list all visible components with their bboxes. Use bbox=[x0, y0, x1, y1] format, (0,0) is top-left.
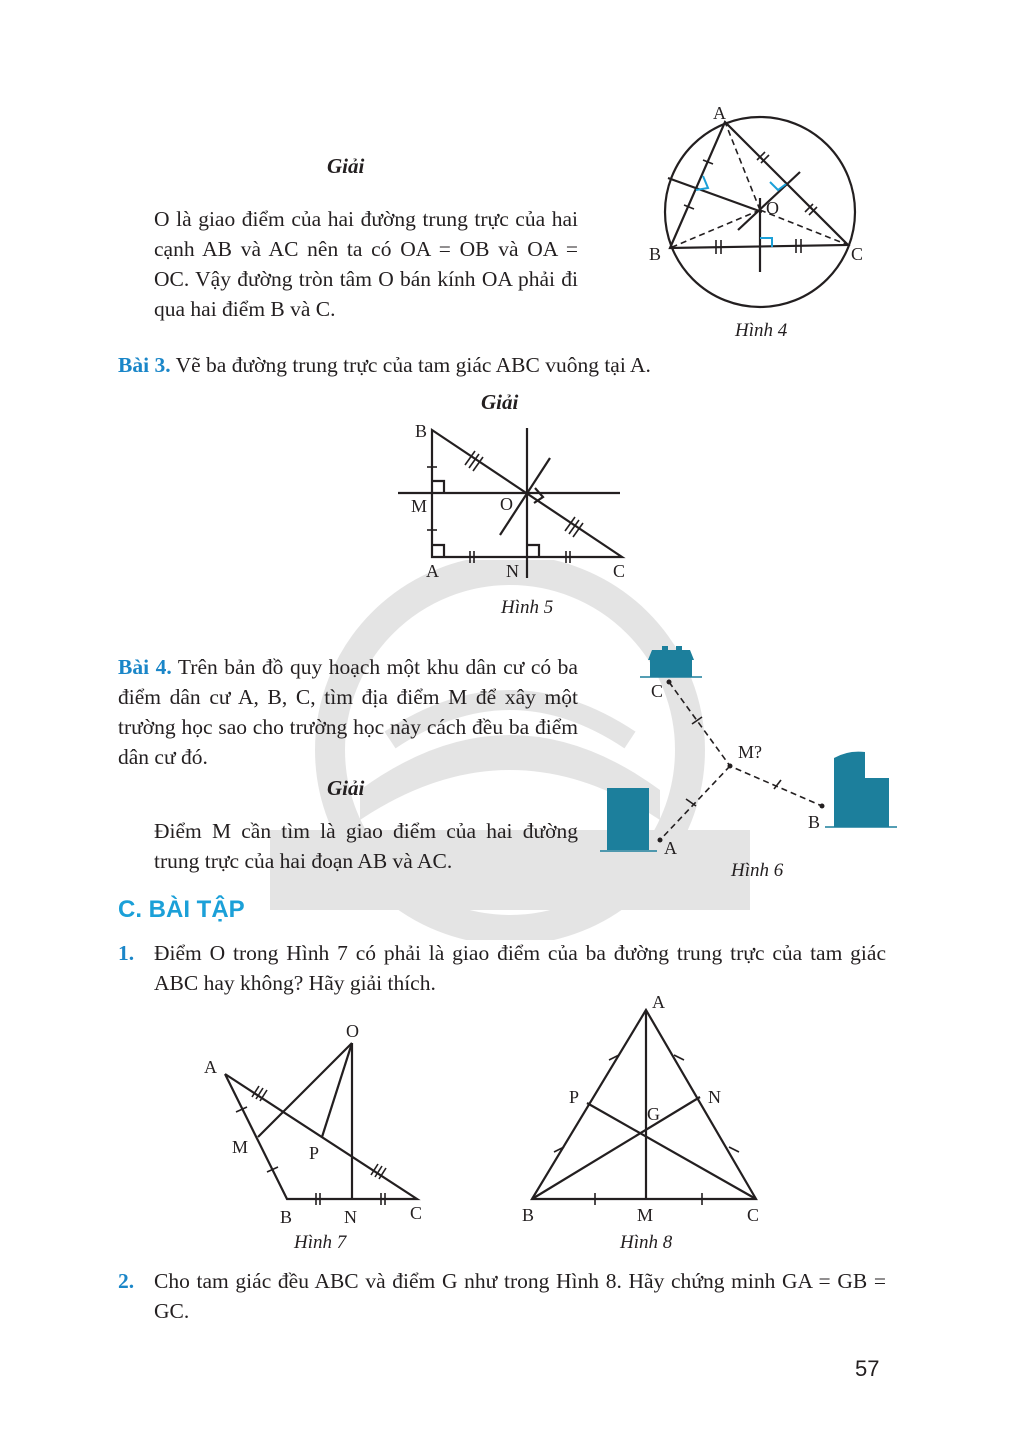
exercise-4-text: Trên bản đồ quy hoạch một khu dân cư có ba điểm dân cư A, B, C, tìm địa điểm M để xây một trường học sao cho trường học này cách đều ba điểm dân cư đó. bbox=[118, 655, 578, 769]
label-m: M bbox=[411, 496, 428, 516]
label-m: M bbox=[232, 1137, 249, 1157]
figure-8-caption: Hình 8 bbox=[620, 1232, 673, 1253]
label-a: A bbox=[426, 561, 439, 581]
label-a: A bbox=[664, 838, 677, 858]
figure-4 bbox=[649, 103, 863, 307]
label-b: B bbox=[649, 244, 662, 264]
label-n: N bbox=[506, 561, 519, 581]
figure-8 bbox=[522, 992, 759, 1225]
label-m: M bbox=[637, 1205, 654, 1225]
exercise-4-number: Bài 4. bbox=[118, 655, 172, 679]
label-a: A bbox=[204, 1057, 217, 1077]
figure-4-caption: Hình 4 bbox=[735, 320, 788, 341]
solution-heading: Giải bbox=[327, 776, 365, 800]
exercise-4-solution: Điểm M cần tìm là giao điểm của hai đường trung trực của hai đoạn AB và AC. bbox=[154, 819, 578, 873]
label-c: C bbox=[851, 244, 864, 264]
exercise-1-text: Điểm O trong Hình 7 có phải là giao điểm của ba đường trung trực của tam giác ABC hay không? Hãy giải thích. bbox=[154, 941, 886, 995]
label-g: G bbox=[647, 1104, 660, 1124]
label-b: B bbox=[415, 421, 428, 441]
house-icon bbox=[640, 646, 702, 677]
label-o: O bbox=[500, 494, 513, 514]
office-towers-icon bbox=[825, 752, 897, 827]
section-title: C. BÀI TẬP bbox=[118, 896, 245, 923]
figure-6-caption: Hình 6 bbox=[731, 860, 784, 881]
label-p: P bbox=[309, 1143, 320, 1163]
figure-5-caption: Hình 5 bbox=[501, 597, 554, 618]
label-b: B bbox=[522, 1205, 535, 1225]
label-a: A bbox=[652, 992, 665, 1012]
solution-heading: Giải bbox=[327, 154, 365, 178]
exercise-3-number: Bài 3. bbox=[118, 353, 171, 377]
label-p: P bbox=[569, 1087, 580, 1107]
exercise-2-text: Cho tam giác đều ABC và điểm G như trong Hình 8. Hãy chứng minh GA = GB = GC. bbox=[154, 1269, 886, 1323]
label-b: B bbox=[808, 812, 821, 832]
exercise-3-text: Vẽ ba đường trung trực của tam giác ABC vuông tại A. bbox=[175, 353, 651, 377]
figure-5 bbox=[398, 421, 625, 581]
figure-7-caption: Hình 7 bbox=[294, 1232, 347, 1253]
label-m: M? bbox=[738, 742, 762, 762]
page-number: 57 bbox=[855, 1356, 880, 1381]
exercise-2-number: 2. bbox=[118, 1269, 135, 1293]
label-c: C bbox=[651, 681, 664, 701]
figure-7 bbox=[204, 1021, 422, 1227]
label-b: B bbox=[280, 1207, 293, 1227]
solution-text: O là giao điểm của hai đường trung trực của hai cạnh AB và AC nên ta có OA = OB và OA = OC. Vậy đường tròn tâm O bán kính OA phải đi qua hai điểm B và C. bbox=[154, 207, 578, 321]
label-c: C bbox=[747, 1205, 760, 1225]
label-n: N bbox=[708, 1087, 721, 1107]
label-a: A bbox=[713, 103, 726, 123]
label-c: C bbox=[410, 1203, 423, 1223]
figure-6 bbox=[600, 646, 897, 858]
label-c: C bbox=[613, 561, 626, 581]
apartment-building-icon bbox=[600, 788, 657, 851]
label-o: O bbox=[346, 1021, 359, 1041]
solution-heading: Giải bbox=[481, 390, 519, 414]
label-o: O bbox=[766, 198, 779, 218]
exercise-1-number: 1. bbox=[118, 941, 135, 965]
label-n: N bbox=[344, 1207, 357, 1227]
